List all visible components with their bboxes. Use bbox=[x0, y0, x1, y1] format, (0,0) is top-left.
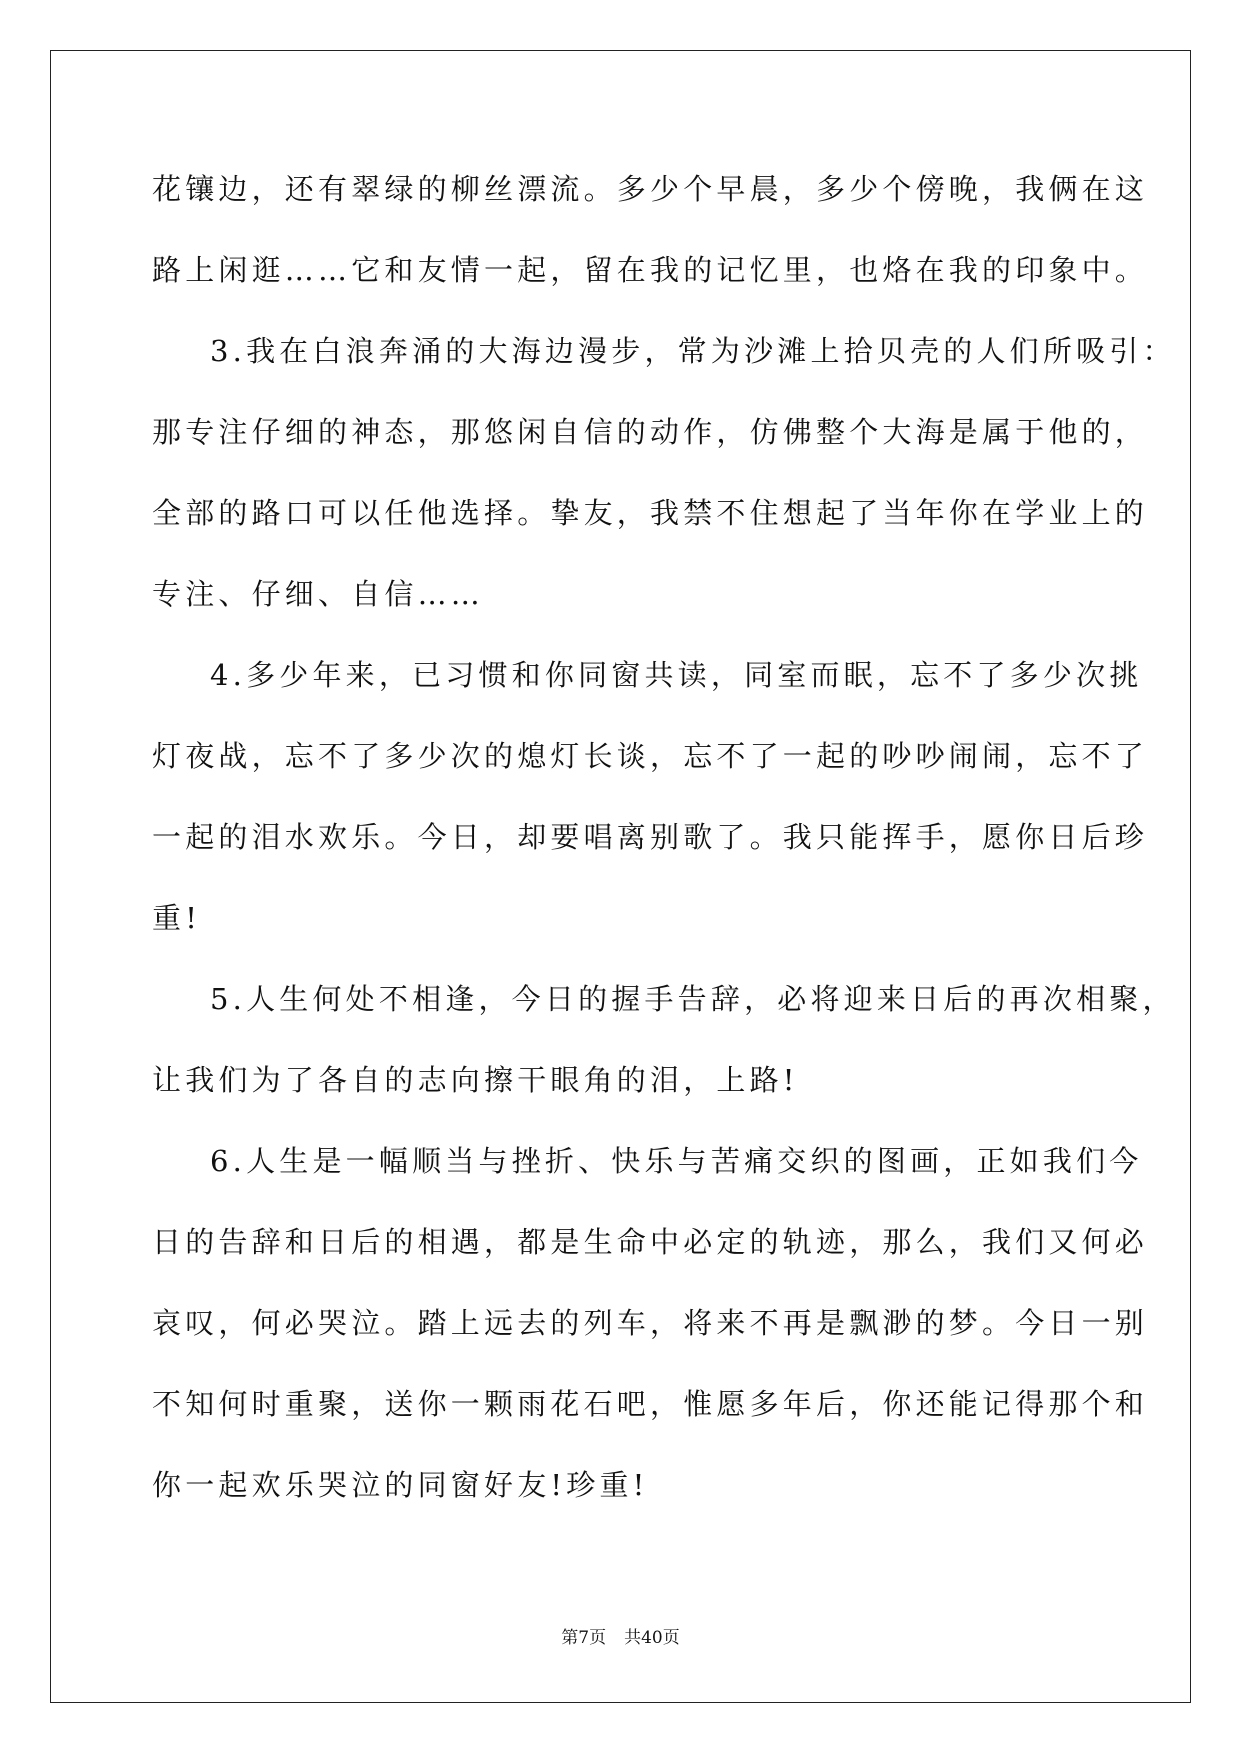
text-line: 全部的路口可以任他选择。挚友，我禁不住想起了当年你在学业上的 bbox=[152, 496, 1149, 530]
paragraph-start-6: 6.人生是一幅顺当与挫折、快乐与苦痛交织的图画，正如我们今 bbox=[210, 1144, 1143, 1178]
text-line: 哀叹，何必哭泣。踏上远去的列车，将来不再是飘渺的梦。今日一别 bbox=[152, 1306, 1149, 1340]
paragraph-start-4: 4.多少年来，已习惯和你同窗共读，同室而眠，忘不了多少次挑 bbox=[210, 658, 1143, 692]
text-line: 花镶边，还有翠绿的柳丝漂流。多少个早晨，多少个傍晚，我俩在这 bbox=[152, 172, 1149, 206]
text-line: 让我们为了各自的志向擦干眼角的泪，上路! bbox=[152, 1063, 799, 1097]
text-line: 一起的泪水欢乐。今日，却要唱离别歌了。我只能挥手，愿你日后珍 bbox=[152, 820, 1149, 854]
document-body bbox=[152, 165, 1176, 1542]
paragraph-start-5: 5.人生何处不相逢，今日的握手告辞，必将迎来日后的再次相聚， bbox=[210, 982, 1176, 1016]
text-line: 灯夜战，忘不了多少次的熄灯长谈，忘不了一起的吵吵闹闹，忘不了 bbox=[152, 739, 1149, 773]
paragraph-start-3: 3.我在白浪奔涌的大海边漫步，常为沙滩上拾贝壳的人们所吸引： bbox=[210, 334, 1176, 368]
page-total: 共40页 bbox=[624, 1628, 680, 1648]
text-line: 重! bbox=[152, 901, 202, 935]
page-footer bbox=[0, 1627, 1241, 1649]
text-line: 路上闲逛……它和友情一起，留在我的记忆里，也烙在我的印象中。 bbox=[152, 253, 1149, 287]
text-line: 不知何时重聚，送你一颗雨花石吧，惟愿多年后，你还能记得那个和 bbox=[152, 1387, 1149, 1421]
text-line: 日的告辞和日后的相遇，都是生命中必定的轨迹，那么，我们又何必 bbox=[152, 1225, 1149, 1259]
text-line: 那专注仔细的神态，那悠闲自信的动作，仿佛整个大海是属于他的， bbox=[152, 415, 1149, 449]
text-line: 专注、仔细、自信…… bbox=[152, 577, 485, 611]
page-number: 第7页 bbox=[561, 1628, 607, 1648]
text-line: 你一起欢乐哭泣的同窗好友!珍重! bbox=[152, 1468, 649, 1502]
